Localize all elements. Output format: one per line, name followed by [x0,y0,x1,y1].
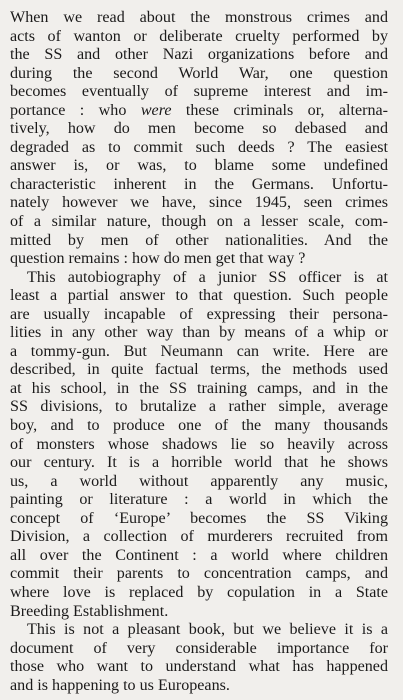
text-line: during the second World War, one question [10,64,388,82]
text-line: This autobiography of a junior SS officer is at [27,268,388,286]
text-line: tively, how do men become so debased and [10,120,388,138]
text-line: of a similar nature, though on a lesser scale, com- [10,213,388,231]
text-line: and is happening to us Europeans. [10,676,230,694]
text-line: document of very considerable importance for [10,639,388,657]
text-line: painting or literature : a world in which the [10,491,388,509]
text-line: are usually incapable of expressing their persona- [10,305,388,323]
text-line: SS divisions, to brutalize a rather simple, average [10,398,388,416]
blurb-text [10,9,388,695]
text-line: nately however we have, since 1945, seen crimes [10,194,388,212]
text-line: concept of ‘Europe’ becomes the SS Viking [10,509,388,527]
text-line: at his school, in the SS training camps, and in the [10,379,388,397]
text-line: commit their parents to concentration camps, and [10,565,388,583]
text-line: becomes eventually of supreme interest and im- [10,83,388,101]
text-line: a tommy-gun. But Neumann can write. Here are [10,342,388,360]
text-line: boy, and to produce one of the many thousands [10,417,388,435]
emphasis-word: were [140,101,172,119]
text-line: all over the Continent : a world where children [10,546,388,564]
text-line: us, a world without apparently any music, [10,472,388,490]
text-line: least a partial answer to that question. Such people [10,287,388,305]
text-line: mitted by men of other nationalities. And the [10,231,388,249]
text-line: degraded as to commit such deeds ? The easiest [10,138,388,156]
text-line: where love is replaced by copulation in a State [10,583,388,601]
text-line: our century. It is a horrible world that he shows [10,454,388,472]
text-line: answer is, or was, to blame some undefined [10,157,388,175]
text-line: of monsters whose shadows lie so heavily across [10,435,388,453]
text-line: those who want to understand what has happened [10,658,388,676]
text-line: lities in any other way than by means of a whip or [10,324,388,342]
text-line: the SS and other Nazi organizations before and [10,46,388,64]
text-line: described, in quite factual terms, the methods used [10,361,388,379]
text-line: portance : who were these criminals or, alterna- [10,101,388,119]
text-line: Division, a collection of murderers recruited from [10,528,388,546]
text-line: acts of wanton or deliberate cruelty performed by [10,27,388,45]
text-line: Breeding Establishment. [10,602,169,620]
text-line: This is not a pleasant book, but we believe it is a [27,621,388,639]
text-line: When we read about the monstrous crimes and [10,9,388,26]
text-line: question remains : how do men get that way ? [10,250,306,268]
text-line: characteristic inherent in the Germans. Unfortu- [10,175,388,193]
